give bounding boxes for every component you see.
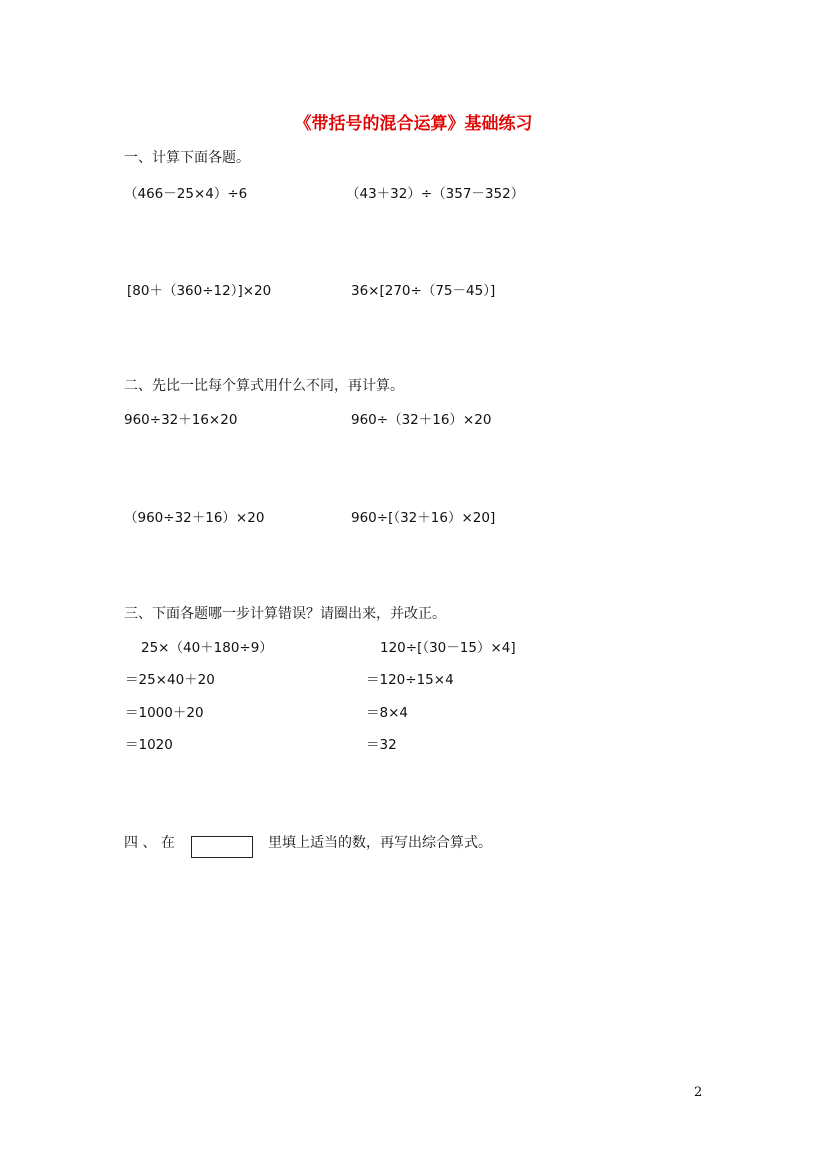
section4-prefix: 四 、 在 [124, 835, 175, 851]
faulty-left-line-4: ＝1020 [125, 737, 173, 753]
problem-2-1: 960÷32＋16×20 [124, 412, 238, 428]
section4-suffix: 里填上适当的数，再写出综合算式。 [268, 835, 492, 851]
faulty-right-line-4: ＝32 [366, 737, 397, 753]
faulty-right-line-1: 120÷[（30－15）×4] [380, 640, 516, 656]
problem-1-1: （466－25×4）÷6 [124, 186, 248, 202]
faulty-left-line-3: ＝1000＋20 [125, 705, 204, 721]
faulty-left-line-2: ＝25×40＋20 [125, 672, 215, 688]
page-title: 《带括号的混合运算》基础练习 [294, 114, 533, 134]
faulty-left-line-1: 25×（40＋180÷9） [141, 640, 273, 656]
faulty-right-line-2: ＝120÷15×4 [366, 672, 454, 688]
page-number: 2 [694, 1085, 703, 1100]
problem-2-4: 960÷[（32＋16）×20] [351, 510, 496, 526]
faulty-right-line-3: ＝8×4 [366, 705, 408, 721]
problem-1-3: [80＋（360÷12）]×20 [127, 283, 272, 299]
answer-box[interactable] [191, 836, 253, 858]
problem-2-2: 960÷（32＋16）×20 [351, 412, 492, 428]
section2-heading: 二、先比一比每个算式用什么不同，再计算。 [124, 378, 404, 394]
problem-1-2: （43＋32）÷（357－352） [346, 186, 525, 202]
section1-heading: 一、计算下面各题。 [124, 150, 250, 166]
problem-2-3: （960÷32＋16）×20 [124, 510, 265, 526]
section3-heading: 三、下面各题哪一步计算错误？请圈出来，并改正。 [124, 606, 446, 622]
problem-1-4: 36×[270÷（75－45）] [351, 283, 496, 299]
